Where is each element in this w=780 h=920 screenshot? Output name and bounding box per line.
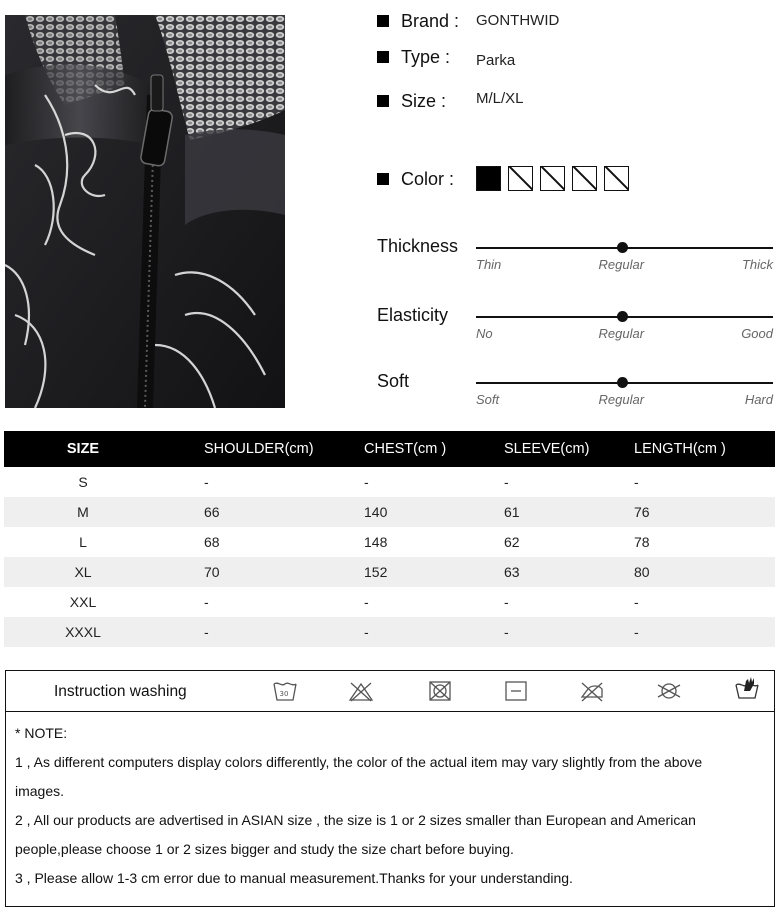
jacket-collar-image [5,15,285,408]
brand-row [377,8,481,34]
scale-marker [617,377,628,388]
svg-text:30: 30 [279,690,289,698]
do-not-bleach-icon [348,679,374,703]
header-chest: CHEST(cm ) [364,431,504,467]
square-bullet-icon [377,173,389,185]
scale-label: Soft [377,371,410,391]
scale-elasticity [377,305,773,365]
measurement-cell: 70 [162,557,364,587]
color-swatch-1[interactable] [476,166,501,191]
color-swatch-2[interactable] [508,166,533,191]
measurement-cell: 152 [364,557,504,587]
do-not-iron-icon [579,679,605,703]
scale-tick-thick: Thick [741,257,773,272]
scale-tick-regular: Regular [598,326,645,341]
measurement-cell: - [504,617,634,647]
measurement-cell: - [634,474,639,490]
size-cell: XXXL [4,617,162,647]
instruction-box [5,670,775,907]
product-photo [5,15,285,408]
measurement-cell: 76 [634,497,775,527]
color-swatch-3[interactable] [540,166,565,191]
type-label: Type : [401,46,451,67]
size-cell: XXL [69,594,97,610]
measurement-cell: - [364,474,369,490]
brand-label: Brand : [401,10,460,31]
scale-marker [617,242,628,253]
square-bullet-icon [377,51,389,63]
size-chart-table [4,431,775,647]
size-label: Size : [401,90,447,111]
type-value: Parka [476,52,516,69]
scale-label: Thickness [377,236,459,256]
scale-thickness [377,236,773,296]
size-row [4,497,775,527]
size-row [4,557,775,587]
square-bullet-icon [377,15,389,27]
color-swatch-4[interactable] [572,166,597,191]
square-bullet-icon [377,95,389,107]
size-cell: S [78,474,88,490]
measurement-cell: 66 [162,497,364,527]
header-shoulder: SHOULDER(cm) [162,431,364,467]
do-not-tumble-dry-icon [427,679,453,703]
note-line: 3 , Please allow 1-3 cm error due to manual measurement.Thanks for your understanding. [15,870,573,886]
size-cell: XL [4,557,162,587]
measurement-cell: - [204,594,209,610]
size-cell: L [79,534,87,550]
measurement-cell: - [504,474,509,490]
header-size: SIZE [4,431,162,467]
measurement-cell: - [204,474,209,490]
size-value: M/L/XL [476,90,524,107]
measurement-cell: 140 [364,497,504,527]
note-line: images. [15,783,65,799]
size-row [4,587,775,617]
hand-wash-icon [734,675,760,699]
brand-value: GONTHWID [476,12,560,29]
scale-marker [617,311,628,322]
color-label: Color : [401,168,455,189]
color-swatch-5[interactable] [604,166,629,191]
measurement-cell: - [504,594,509,610]
measurement-cell: 63 [504,557,634,587]
washing-instructions-header [6,671,774,712]
measurement-cell: 62 [504,534,520,550]
scale-tick-good: Good [741,326,773,341]
size-cell: M [4,497,162,527]
scale-label: Elasticity [377,305,449,325]
measurement-cell: - [364,617,504,647]
scale-soft [377,371,773,431]
scale-tick-no: No [476,326,493,341]
scale-tick-hard: Hard [744,392,773,407]
note-heading: * NOTE: [15,725,68,741]
color-row [377,166,481,192]
scale-tick-regular: Regular [598,392,645,407]
measurement-cell: 78 [634,534,650,550]
measurement-cell: - [634,594,639,610]
color-swatches [476,166,629,191]
measurement-cell: - [364,594,369,610]
size-row [4,527,775,557]
measurement-cell: 148 [364,534,388,550]
size-row [4,467,775,497]
scale-tick-soft: Soft [476,392,500,407]
note-line: 1 , As different computers display colors differently, the color of the actual item may vary slightly from the above [15,754,703,770]
measurement-cell: - [162,617,364,647]
scale-tick-regular: Regular [598,257,645,272]
size-row [4,617,775,647]
size-row [377,88,481,114]
measurement-cell: 61 [504,497,634,527]
scale-tick-thin: Thin [476,257,502,272]
measurement-cell: 68 [204,534,220,550]
washing-title: Instruction washing [54,683,187,700]
measurement-cell: 80 [634,557,775,587]
dry-flat-icon [503,679,529,703]
do-not-dry-clean-icon [656,679,682,703]
hand-wash-30-icon [272,679,298,703]
header-length: LENGTH(cm ) [634,431,775,467]
note-line: people,please choose 1 or 2 sizes bigger and study the size chart before buying. [15,841,514,857]
note-line: 2 , All our products are advertised in ASIAN size , the size is 1 or 2 sizes smaller than European and American [15,812,696,828]
header-sleeve: SLEEVE(cm) [504,431,634,467]
measurement-cell: - [634,617,775,647]
type-row [377,44,481,70]
size-chart-header-row [4,431,775,467]
